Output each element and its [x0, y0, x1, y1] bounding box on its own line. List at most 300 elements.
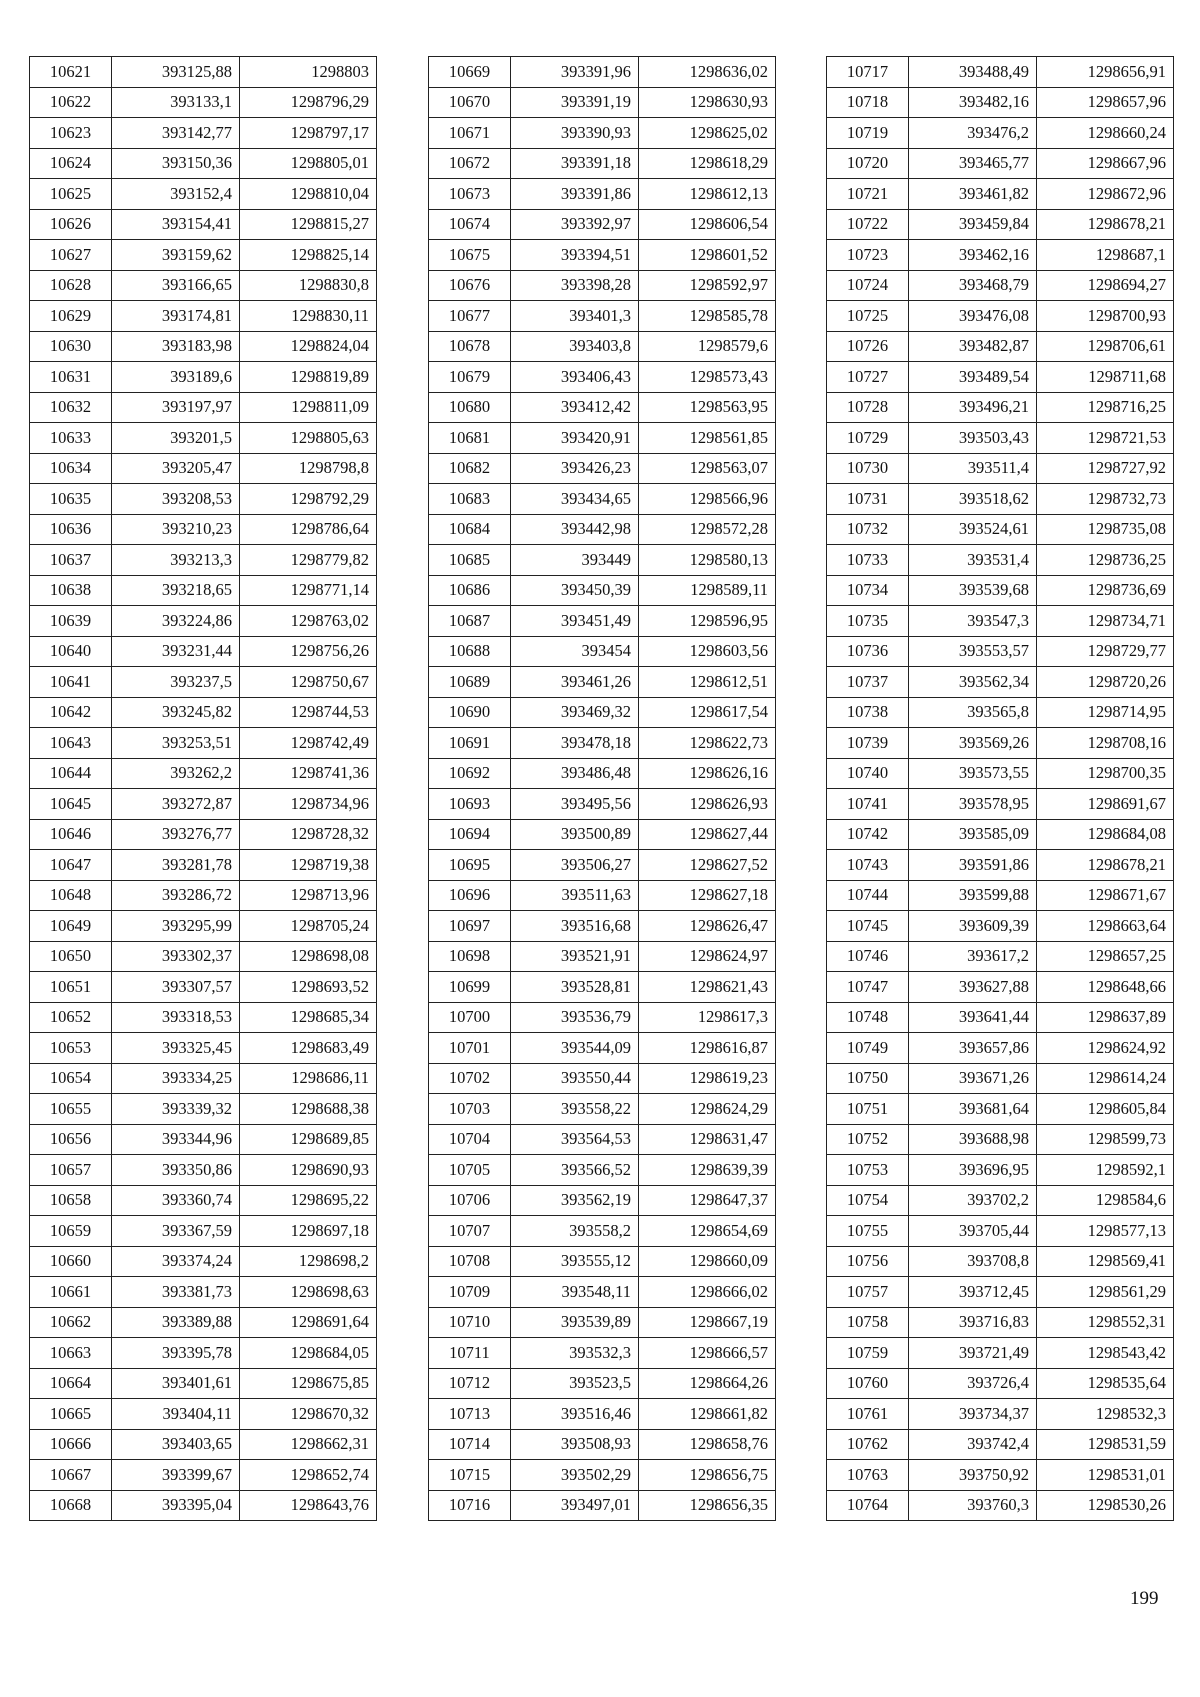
x-coordinate-cell: 393276,77 — [112, 819, 240, 850]
table-row — [30, 1094, 377, 1125]
table-row — [30, 453, 377, 484]
x-coordinate-cell: 393197,97 — [112, 392, 240, 423]
table-row — [30, 209, 377, 240]
point-number-cell: 10760 — [827, 1368, 909, 1399]
x-coordinate-cell: 393395,04 — [112, 1490, 240, 1521]
x-coordinate-cell: 393555,12 — [511, 1246, 639, 1277]
x-coordinate-cell: 393390,93 — [511, 118, 639, 149]
table-row — [30, 57, 377, 88]
point-number-cell: 10717 — [827, 57, 909, 88]
y-coordinate-cell: 1298678,21 — [1037, 209, 1174, 240]
y-coordinate-cell: 1298771,14 — [240, 575, 377, 606]
point-number-cell: 10655 — [30, 1094, 112, 1125]
table-row — [429, 148, 776, 179]
point-number-cell: 10731 — [827, 484, 909, 515]
point-number-cell: 10631 — [30, 362, 112, 393]
table-row — [30, 941, 377, 972]
table-row — [30, 240, 377, 271]
table-row — [827, 911, 1174, 942]
y-coordinate-cell: 1298750,67 — [240, 667, 377, 698]
x-coordinate-cell: 393506,27 — [511, 850, 639, 881]
y-coordinate-cell: 1298619,23 — [639, 1063, 776, 1094]
table-row — [429, 758, 776, 789]
point-number-cell: 10650 — [30, 941, 112, 972]
x-coordinate-cell: 393394,51 — [511, 240, 639, 271]
point-number-cell: 10679 — [429, 362, 511, 393]
table-row — [30, 606, 377, 637]
table-row — [429, 118, 776, 149]
x-coordinate-cell: 393360,74 — [112, 1185, 240, 1216]
y-coordinate-cell: 1298698,08 — [240, 941, 377, 972]
point-number-cell: 10736 — [827, 636, 909, 667]
table-row — [30, 179, 377, 210]
y-coordinate-cell: 1298660,24 — [1037, 118, 1174, 149]
point-number-cell: 10753 — [827, 1155, 909, 1186]
table-row — [30, 545, 377, 576]
point-number-cell: 10703 — [429, 1094, 511, 1125]
x-coordinate-cell: 393496,21 — [909, 392, 1037, 423]
table-row — [429, 423, 776, 454]
table-row — [827, 1246, 1174, 1277]
table-row — [30, 1155, 377, 1186]
x-coordinate-cell: 393599,88 — [909, 880, 1037, 911]
table-row — [30, 1033, 377, 1064]
table-row — [827, 789, 1174, 820]
point-number-cell: 10704 — [429, 1124, 511, 1155]
table-row — [429, 179, 776, 210]
x-coordinate-cell: 393469,32 — [511, 697, 639, 728]
table-row — [30, 789, 377, 820]
point-number-cell: 10675 — [429, 240, 511, 271]
y-coordinate-cell: 1298734,96 — [240, 789, 377, 820]
table-row — [30, 636, 377, 667]
table-row — [30, 362, 377, 393]
y-coordinate-cell: 1298625,02 — [639, 118, 776, 149]
y-coordinate-cell: 1298779,82 — [240, 545, 377, 576]
x-coordinate-cell: 393488,49 — [909, 57, 1037, 88]
point-number-cell: 10692 — [429, 758, 511, 789]
x-coordinate-cell: 393399,67 — [112, 1460, 240, 1491]
y-coordinate-cell: 1298621,43 — [639, 972, 776, 1003]
point-number-cell: 10629 — [30, 301, 112, 332]
y-coordinate-cell: 1298815,27 — [240, 209, 377, 240]
point-number-cell: 10745 — [827, 911, 909, 942]
x-coordinate-cell: 393401,3 — [511, 301, 639, 332]
x-coordinate-cell: 393339,32 — [112, 1094, 240, 1125]
x-coordinate-cell: 393245,82 — [112, 697, 240, 728]
table-row — [30, 728, 377, 759]
y-coordinate-cell: 1298700,93 — [1037, 301, 1174, 332]
point-number-cell: 10674 — [429, 209, 511, 240]
table-row — [30, 972, 377, 1003]
table-row — [827, 575, 1174, 606]
point-number-cell: 10725 — [827, 301, 909, 332]
y-coordinate-cell: 1298811,09 — [240, 392, 377, 423]
x-coordinate-cell: 393721,49 — [909, 1338, 1037, 1369]
table-row — [429, 1368, 776, 1399]
table-row — [429, 728, 776, 759]
table-row — [827, 880, 1174, 911]
y-coordinate-cell: 1298660,09 — [639, 1246, 776, 1277]
point-number-cell: 10732 — [827, 514, 909, 545]
table-row — [429, 1155, 776, 1186]
x-coordinate-cell: 393451,49 — [511, 606, 639, 637]
x-coordinate-cell: 393166,65 — [112, 270, 240, 301]
point-number-cell: 10680 — [429, 392, 511, 423]
y-coordinate-cell: 1298612,13 — [639, 179, 776, 210]
x-coordinate-cell: 393553,57 — [909, 636, 1037, 667]
point-number-cell: 10751 — [827, 1094, 909, 1125]
y-coordinate-cell: 1298825,14 — [240, 240, 377, 271]
point-number-cell: 10734 — [827, 575, 909, 606]
table-row — [30, 667, 377, 698]
x-coordinate-cell: 393468,79 — [909, 270, 1037, 301]
table-row — [30, 331, 377, 362]
y-coordinate-cell: 1298624,97 — [639, 941, 776, 972]
table-row — [429, 1399, 776, 1430]
y-coordinate-cell: 1298652,74 — [240, 1460, 377, 1491]
point-number-cell: 10666 — [30, 1429, 112, 1460]
point-number-cell: 10653 — [30, 1033, 112, 1064]
point-number-cell: 10727 — [827, 362, 909, 393]
point-number-cell: 10746 — [827, 941, 909, 972]
x-coordinate-cell: 393569,26 — [909, 728, 1037, 759]
x-coordinate-cell: 393528,81 — [511, 972, 639, 1003]
x-coordinate-cell: 393395,78 — [112, 1338, 240, 1369]
x-coordinate-cell: 393465,77 — [909, 148, 1037, 179]
point-number-cell: 10672 — [429, 148, 511, 179]
table-row — [827, 1399, 1174, 1430]
y-coordinate-cell: 1298728,32 — [240, 819, 377, 850]
point-number-cell: 10688 — [429, 636, 511, 667]
y-coordinate-cell: 1298721,53 — [1037, 423, 1174, 454]
y-coordinate-cell: 1298697,18 — [240, 1216, 377, 1247]
table-row — [827, 606, 1174, 637]
y-coordinate-cell: 1298819,89 — [240, 362, 377, 393]
point-number-cell: 10696 — [429, 880, 511, 911]
y-coordinate-cell: 1298603,56 — [639, 636, 776, 667]
x-coordinate-cell: 393578,95 — [909, 789, 1037, 820]
x-coordinate-cell: 393531,4 — [909, 545, 1037, 576]
table-row — [429, 331, 776, 362]
x-coordinate-cell: 393476,2 — [909, 118, 1037, 149]
y-coordinate-cell: 1298666,02 — [639, 1277, 776, 1308]
point-number-cell: 10645 — [30, 789, 112, 820]
y-coordinate-cell: 1298561,29 — [1037, 1277, 1174, 1308]
x-coordinate-cell: 393404,11 — [112, 1399, 240, 1430]
x-coordinate-cell: 393183,98 — [112, 331, 240, 362]
table-row — [429, 941, 776, 972]
x-coordinate-cell: 393627,88 — [909, 972, 1037, 1003]
y-coordinate-cell: 1298616,87 — [639, 1033, 776, 1064]
point-number-cell: 10654 — [30, 1063, 112, 1094]
x-coordinate-cell: 393374,24 — [112, 1246, 240, 1277]
table-row — [827, 270, 1174, 301]
table-row — [30, 87, 377, 118]
point-number-cell: 10730 — [827, 453, 909, 484]
y-coordinate-cell: 1298552,31 — [1037, 1307, 1174, 1338]
table-row — [429, 87, 776, 118]
x-coordinate-cell: 393641,44 — [909, 1002, 1037, 1033]
table-row — [827, 1338, 1174, 1369]
x-coordinate-cell: 393539,89 — [511, 1307, 639, 1338]
point-number-cell: 10657 — [30, 1155, 112, 1186]
y-coordinate-cell: 1298626,93 — [639, 789, 776, 820]
point-number-cell: 10649 — [30, 911, 112, 942]
table-row — [429, 514, 776, 545]
point-number-cell: 10759 — [827, 1338, 909, 1369]
x-coordinate-cell: 393412,42 — [511, 392, 639, 423]
table-row — [827, 850, 1174, 881]
table-row — [827, 1307, 1174, 1338]
y-coordinate-cell: 1298626,16 — [639, 758, 776, 789]
y-coordinate-cell: 1298654,69 — [639, 1216, 776, 1247]
table-row — [30, 484, 377, 515]
y-coordinate-cell: 1298579,6 — [639, 331, 776, 362]
table-row — [30, 758, 377, 789]
y-coordinate-cell: 1298690,93 — [240, 1155, 377, 1186]
x-coordinate-cell: 393696,95 — [909, 1155, 1037, 1186]
point-number-cell: 10668 — [30, 1490, 112, 1521]
x-coordinate-cell: 393544,09 — [511, 1033, 639, 1064]
point-number-cell: 10700 — [429, 1002, 511, 1033]
table-row — [429, 1307, 776, 1338]
page-number: 199 — [1130, 1588, 1159, 1609]
y-coordinate-cell: 1298656,75 — [639, 1460, 776, 1491]
table-row — [30, 819, 377, 850]
point-number-cell: 10622 — [30, 87, 112, 118]
x-coordinate-cell: 393511,63 — [511, 880, 639, 911]
table-row — [429, 392, 776, 423]
table-row — [827, 362, 1174, 393]
table-row — [429, 484, 776, 515]
table-row — [30, 1429, 377, 1460]
x-coordinate-cell: 393281,78 — [112, 850, 240, 881]
y-coordinate-cell: 1298720,26 — [1037, 667, 1174, 698]
point-number-cell: 10714 — [429, 1429, 511, 1460]
point-number-cell: 10663 — [30, 1338, 112, 1369]
point-number-cell: 10689 — [429, 667, 511, 698]
point-number-cell: 10664 — [30, 1368, 112, 1399]
x-coordinate-cell: 393442,98 — [511, 514, 639, 545]
y-coordinate-cell: 1298572,28 — [639, 514, 776, 545]
x-coordinate-cell: 393344,96 — [112, 1124, 240, 1155]
x-coordinate-cell: 393302,37 — [112, 941, 240, 972]
point-number-cell: 10671 — [429, 118, 511, 149]
point-number-cell: 10683 — [429, 484, 511, 515]
y-coordinate-cell: 1298691,64 — [240, 1307, 377, 1338]
point-number-cell: 10739 — [827, 728, 909, 759]
point-number-cell: 10756 — [827, 1246, 909, 1277]
x-coordinate-cell: 393286,72 — [112, 880, 240, 911]
y-coordinate-cell: 1298805,01 — [240, 148, 377, 179]
y-coordinate-cell: 1298626,47 — [639, 911, 776, 942]
table-row — [429, 240, 776, 271]
table-row — [30, 1368, 377, 1399]
y-coordinate-cell: 1298830,8 — [240, 270, 377, 301]
table-row — [429, 1185, 776, 1216]
table-row — [827, 209, 1174, 240]
x-coordinate-cell: 393750,92 — [909, 1460, 1037, 1491]
table-row — [429, 1490, 776, 1521]
x-coordinate-cell: 393237,5 — [112, 667, 240, 698]
y-coordinate-cell: 1298663,64 — [1037, 911, 1174, 942]
point-number-cell: 10698 — [429, 941, 511, 972]
point-number-cell: 10628 — [30, 270, 112, 301]
x-coordinate-cell: 393154,41 — [112, 209, 240, 240]
y-coordinate-cell: 1298580,13 — [639, 545, 776, 576]
y-coordinate-cell: 1298695,22 — [240, 1185, 377, 1216]
x-coordinate-cell: 393548,11 — [511, 1277, 639, 1308]
x-coordinate-cell: 393476,08 — [909, 301, 1037, 332]
table-row — [429, 1124, 776, 1155]
point-number-cell: 10762 — [827, 1429, 909, 1460]
table-row — [30, 1277, 377, 1308]
x-coordinate-cell: 393566,52 — [511, 1155, 639, 1186]
x-coordinate-cell: 393523,5 — [511, 1368, 639, 1399]
table-row — [827, 1155, 1174, 1186]
point-number-cell: 10747 — [827, 972, 909, 1003]
table-row — [827, 514, 1174, 545]
point-number-cell: 10705 — [429, 1155, 511, 1186]
table-row — [429, 1429, 776, 1460]
y-coordinate-cell: 1298735,08 — [1037, 514, 1174, 545]
x-coordinate-cell: 393565,8 — [909, 697, 1037, 728]
table-row — [30, 1246, 377, 1277]
point-number-cell: 10687 — [429, 606, 511, 637]
y-coordinate-cell: 1298685,34 — [240, 1002, 377, 1033]
table-row — [429, 1338, 776, 1369]
table-row — [429, 789, 776, 820]
point-number-cell: 10718 — [827, 87, 909, 118]
x-coordinate-cell: 393486,48 — [511, 758, 639, 789]
x-coordinate-cell: 393142,77 — [112, 118, 240, 149]
point-number-cell: 10738 — [827, 697, 909, 728]
point-number-cell: 10708 — [429, 1246, 511, 1277]
x-coordinate-cell: 393434,65 — [511, 484, 639, 515]
y-coordinate-cell: 1298803 — [240, 57, 377, 88]
y-coordinate-cell: 1298569,41 — [1037, 1246, 1174, 1277]
x-coordinate-cell: 393334,25 — [112, 1063, 240, 1094]
y-coordinate-cell: 1298689,85 — [240, 1124, 377, 1155]
x-coordinate-cell: 393585,09 — [909, 819, 1037, 850]
x-coordinate-cell: 393508,93 — [511, 1429, 639, 1460]
point-number-cell: 10681 — [429, 423, 511, 454]
y-coordinate-cell: 1298589,11 — [639, 575, 776, 606]
x-coordinate-cell: 393573,55 — [909, 758, 1037, 789]
table-row — [827, 1368, 1174, 1399]
x-coordinate-cell: 393532,3 — [511, 1338, 639, 1369]
table-row — [827, 453, 1174, 484]
table-row — [30, 1185, 377, 1216]
coordinate-table-2 — [428, 56, 776, 1521]
y-coordinate-cell: 1298691,67 — [1037, 789, 1174, 820]
point-number-cell: 10667 — [30, 1460, 112, 1491]
point-number-cell: 10623 — [30, 118, 112, 149]
x-coordinate-cell: 393489,54 — [909, 362, 1037, 393]
x-coordinate-cell: 393478,18 — [511, 728, 639, 759]
y-coordinate-cell: 1298664,26 — [639, 1368, 776, 1399]
point-number-cell: 10694 — [429, 819, 511, 850]
y-coordinate-cell: 1298705,24 — [240, 911, 377, 942]
x-coordinate-cell: 393325,45 — [112, 1033, 240, 1064]
point-number-cell: 10677 — [429, 301, 511, 332]
y-coordinate-cell: 1298734,71 — [1037, 606, 1174, 637]
y-coordinate-cell: 1298792,29 — [240, 484, 377, 515]
point-number-cell: 10660 — [30, 1246, 112, 1277]
y-coordinate-cell: 1298672,96 — [1037, 179, 1174, 210]
table-row — [827, 1429, 1174, 1460]
x-coordinate-cell: 393391,96 — [511, 57, 639, 88]
table-row — [827, 1185, 1174, 1216]
x-coordinate-cell: 393462,16 — [909, 240, 1037, 271]
y-coordinate-cell: 1298617,54 — [639, 697, 776, 728]
x-coordinate-cell: 393716,83 — [909, 1307, 1037, 1338]
table-row — [827, 819, 1174, 850]
y-coordinate-cell: 1298671,67 — [1037, 880, 1174, 911]
point-number-cell: 10701 — [429, 1033, 511, 1064]
table-row — [30, 850, 377, 881]
y-coordinate-cell: 1298624,92 — [1037, 1033, 1174, 1064]
point-number-cell: 10720 — [827, 148, 909, 179]
point-number-cell: 10733 — [827, 545, 909, 576]
y-coordinate-cell: 1298687,1 — [1037, 240, 1174, 271]
point-number-cell: 10673 — [429, 179, 511, 210]
y-coordinate-cell: 1298606,54 — [639, 209, 776, 240]
y-coordinate-cell: 1298605,84 — [1037, 1094, 1174, 1125]
point-number-cell: 10659 — [30, 1216, 112, 1247]
point-number-cell: 10752 — [827, 1124, 909, 1155]
x-coordinate-cell: 393705,44 — [909, 1216, 1037, 1247]
y-coordinate-cell: 1298666,57 — [639, 1338, 776, 1369]
point-number-cell: 10676 — [429, 270, 511, 301]
table-row — [429, 1277, 776, 1308]
table-row — [30, 697, 377, 728]
y-coordinate-cell: 1298618,29 — [639, 148, 776, 179]
y-coordinate-cell: 1298727,92 — [1037, 453, 1174, 484]
point-number-cell: 10634 — [30, 453, 112, 484]
y-coordinate-cell: 1298711,68 — [1037, 362, 1174, 393]
table-row — [827, 728, 1174, 759]
x-coordinate-cell: 393518,62 — [909, 484, 1037, 515]
y-coordinate-cell: 1298627,18 — [639, 880, 776, 911]
point-number-cell: 10758 — [827, 1307, 909, 1338]
table-row — [827, 87, 1174, 118]
y-coordinate-cell: 1298698,2 — [240, 1246, 377, 1277]
table-row — [429, 1216, 776, 1247]
x-coordinate-cell: 393550,44 — [511, 1063, 639, 1094]
table-row — [429, 606, 776, 637]
y-coordinate-cell: 1298742,49 — [240, 728, 377, 759]
y-coordinate-cell: 1298805,63 — [240, 423, 377, 454]
y-coordinate-cell: 1298670,32 — [240, 1399, 377, 1430]
y-coordinate-cell: 1298656,91 — [1037, 57, 1174, 88]
y-coordinate-cell: 1298763,02 — [240, 606, 377, 637]
point-number-cell: 10726 — [827, 331, 909, 362]
y-coordinate-cell: 1298662,31 — [240, 1429, 377, 1460]
point-number-cell: 10716 — [429, 1490, 511, 1521]
x-coordinate-cell: 393516,68 — [511, 911, 639, 942]
x-coordinate-cell: 393295,99 — [112, 911, 240, 942]
table-row — [827, 301, 1174, 332]
y-coordinate-cell: 1298627,44 — [639, 819, 776, 850]
x-coordinate-cell: 393391,18 — [511, 148, 639, 179]
y-coordinate-cell: 1298532,3 — [1037, 1399, 1174, 1430]
table-row — [429, 270, 776, 301]
y-coordinate-cell: 1298729,77 — [1037, 636, 1174, 667]
point-number-cell: 10699 — [429, 972, 511, 1003]
point-number-cell: 10715 — [429, 1460, 511, 1491]
